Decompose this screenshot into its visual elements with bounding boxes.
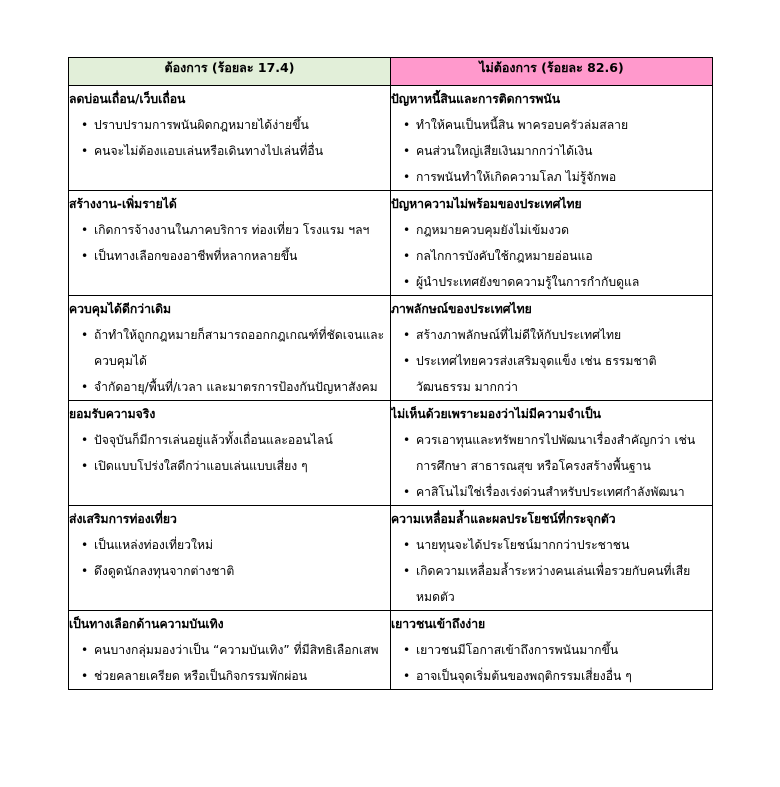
bullet-icon: • xyxy=(403,485,411,499)
list-item xyxy=(69,322,390,374)
bullet-icon: • xyxy=(403,144,411,158)
point-text: จำกัดอายุ/พื้นที่/เวลา และมาตรการป้องกันปัญหาสังคม xyxy=(94,380,378,394)
bullet-icon: • xyxy=(81,328,89,342)
point-text: ปัจจุบันก็มีการเล่นอยู่แล้วทั้งเถื่อนและออนไลน์ xyxy=(94,433,333,447)
bullet-icon: • xyxy=(403,538,411,552)
point-list xyxy=(391,532,712,610)
bullet-icon: • xyxy=(403,328,411,342)
oppose-cell xyxy=(391,296,713,401)
list-item xyxy=(69,138,390,164)
bullet-icon: • xyxy=(403,643,411,657)
list-item xyxy=(391,479,712,505)
point-text: คนบางกลุ่มมองว่าเป็น “ความบันเทิง” ที่มีสิทธิเลือกเสพ xyxy=(94,643,379,657)
point-text: เป็นแหล่งท่องเที่ยวใหม่ xyxy=(94,538,214,552)
support-cell xyxy=(69,506,391,611)
support-cell xyxy=(69,611,391,690)
point-list xyxy=(391,112,712,190)
point-text: ดึงดูดนักลงทุนจากต่างชาติ xyxy=(94,564,235,578)
bullet-icon: • xyxy=(403,433,411,447)
point-text: ทำให้คนเป็นหนี้สิน พาครอบครัวล่มสลาย xyxy=(416,118,629,132)
point-list xyxy=(69,427,390,479)
point-text: ผู้นำประเทศยังขาดความรู้ในการกำกับดูแล xyxy=(416,275,640,289)
point-text: เยาวชนมีโอกาสเข้าถึงการพนันมากขึ้น xyxy=(416,643,619,657)
list-item xyxy=(391,217,712,243)
bullet-icon: • xyxy=(403,354,411,368)
cell-title: ควบคุมได้ดีกว่าเดิม xyxy=(69,302,172,316)
oppose-cell xyxy=(391,86,713,191)
point-text: อาจเป็นจุดเริ่มต้นของพฤติกรรมเสี่ยงอื่น ๆ xyxy=(416,669,632,683)
list-item xyxy=(391,663,712,689)
table-row xyxy=(69,191,713,296)
point-text: เป็นทางเลือกของอาชีพที่หลากหลายขึ้น xyxy=(94,249,298,263)
list-item xyxy=(391,164,712,190)
table-row xyxy=(69,296,713,401)
list-item xyxy=(69,637,390,663)
list-item xyxy=(391,348,712,400)
bullet-icon: • xyxy=(81,459,89,473)
point-text: เปิดแบบโปร่งใสดีกว่าแอบเล่นแบบเสี่ยง ๆ xyxy=(94,459,308,473)
list-item xyxy=(69,532,390,558)
list-item xyxy=(391,637,712,663)
oppose-cell xyxy=(391,611,713,690)
list-item xyxy=(391,322,712,348)
point-text: สร้างภาพลักษณ์ที่ไม่ดีให้กับประเทศไทย xyxy=(416,328,622,342)
cell-title: ยอมรับความจริง xyxy=(69,407,156,421)
point-list xyxy=(391,217,712,295)
bullet-icon: • xyxy=(403,275,411,289)
header-row xyxy=(69,58,713,86)
cell-title: ส่งเสริมการท่องเที่ยว xyxy=(69,512,177,526)
support-cell xyxy=(69,296,391,401)
point-list xyxy=(69,322,390,400)
list-item xyxy=(69,558,390,584)
point-text: ปราบปรามการพนันผิดกฎหมายได้ง่ายขึ้น xyxy=(94,118,309,132)
header-support: ต้องการ (ร้อยละ 17.4) xyxy=(69,58,391,86)
bullet-icon: • xyxy=(81,669,89,683)
bullet-icon: • xyxy=(403,223,411,237)
header-oppose: ไม่ต้องการ (ร้อยละ 82.6) xyxy=(391,58,713,86)
point-text: ถ้าทำให้ถูกกฎหมายก็สามารถออกกฎเกณฑ์ที่ชัดเจนและควบคุมได้ xyxy=(94,328,385,368)
cell-title: สร้างงาน-เพิ่มรายได้ xyxy=(69,197,177,211)
list-item xyxy=(69,453,390,479)
list-item xyxy=(391,532,712,558)
list-item xyxy=(69,374,390,400)
cell-title: ปัญหาหนี้สินและการติดการพนัน xyxy=(391,92,561,106)
cell-title: เป็นทางเลือกด้านความบันเทิง xyxy=(69,617,224,631)
bullet-icon: • xyxy=(81,564,89,578)
cell-title: เยาวชนเข้าถึงง่าย xyxy=(391,617,486,631)
bullet-icon: • xyxy=(403,564,411,578)
point-list xyxy=(391,427,712,505)
point-text: เกิดการจ้างงานในภาคบริการ ท่องเที่ยว โรงแรม ฯลฯ xyxy=(94,223,370,237)
bullet-icon: • xyxy=(81,249,89,263)
list-item xyxy=(69,112,390,138)
bullet-icon: • xyxy=(403,170,411,184)
point-list xyxy=(69,112,390,164)
point-list xyxy=(391,637,712,689)
cell-title: ปัญหาความไม่พร้อมของประเทศไทย xyxy=(391,197,582,211)
support-cell xyxy=(69,191,391,296)
table-row xyxy=(69,86,713,191)
point-text: ช่วยคลายเครียด หรือเป็นกิจกรรมพักผ่อน xyxy=(94,669,308,683)
bullet-icon: • xyxy=(403,669,411,683)
oppose-cell xyxy=(391,191,713,296)
oppose-cell xyxy=(391,506,713,611)
bullet-icon: • xyxy=(81,144,89,158)
list-item xyxy=(391,243,712,269)
bullet-icon: • xyxy=(81,380,89,394)
point-text: ควรเอาทุนและทรัพยากรไปพัฒนาเรื่องสำคัญกว่า เช่น การศึกษา สาธารณสุข หรือโครงสร้างพื้นฐาน xyxy=(416,433,696,473)
bullet-icon: • xyxy=(81,118,89,132)
support-cell xyxy=(69,86,391,191)
list-item xyxy=(69,427,390,453)
table-row xyxy=(69,506,713,611)
point-text: ประเทศไทยควรส่งเสริมจุดแข็ง เช่น ธรรมชาติ วัฒนธรรม มากกว่า xyxy=(416,354,657,394)
point-text: เกิดความเหลื่อมล้ำระหว่างคนเล่นเพื่อรวยกับคนที่เสียหมดตัว xyxy=(416,564,691,604)
point-text: คนจะไม่ต้องแอบเล่นหรือเดินทางไปเล่นที่อื่น xyxy=(94,144,324,158)
list-item xyxy=(391,269,712,295)
point-text: นายทุนจะได้ประโยชน์มากกว่าประชาชน xyxy=(416,538,630,552)
bullet-icon: • xyxy=(81,643,89,657)
cell-title: ความเหลื่อมล้ำและผลประโยชน์ที่กระจุกตัว xyxy=(391,512,616,526)
point-list xyxy=(391,322,712,400)
point-list xyxy=(69,217,390,269)
oppose-cell xyxy=(391,401,713,506)
bullet-icon: • xyxy=(81,433,89,447)
cell-title: ไม่เห็นด้วยเพราะมองว่าไม่มีความจำเป็น xyxy=(391,407,602,421)
point-list xyxy=(69,532,390,584)
list-item xyxy=(391,138,712,164)
list-item xyxy=(69,243,390,269)
list-item xyxy=(69,663,390,689)
comparison-table xyxy=(68,57,713,690)
point-text: คาสิโนไม่ใช่เรื่องเร่งด่วนสำหรับประเทศกำลังพัฒนา xyxy=(416,485,685,499)
point-text: กฎหมายควบคุมยังไม่เข้มงวด xyxy=(416,223,570,237)
point-text: กลไกการบังคับใช้กฎหมายอ่อนแอ xyxy=(416,249,593,263)
cell-title: ภาพลักษณ์ของประเทศไทย xyxy=(391,302,532,316)
bullet-icon: • xyxy=(81,538,89,552)
point-text: การพนันทำให้เกิดความโลภ ไม่รู้จักพอ xyxy=(416,170,617,184)
support-cell xyxy=(69,401,391,506)
bullet-icon: • xyxy=(403,118,411,132)
point-text: คนส่วนใหญ่เสียเงินมากกว่าได้เงิน xyxy=(416,144,593,158)
cell-title: ลดบ่อนเถื่อน/เว็บเถื่อน xyxy=(69,92,186,106)
list-item xyxy=(391,427,712,479)
point-list xyxy=(69,637,390,689)
table-row xyxy=(69,401,713,506)
bullet-icon: • xyxy=(403,249,411,263)
list-item xyxy=(391,112,712,138)
bullet-icon: • xyxy=(81,223,89,237)
table-row xyxy=(69,611,713,690)
list-item xyxy=(391,558,712,610)
list-item xyxy=(69,217,390,243)
